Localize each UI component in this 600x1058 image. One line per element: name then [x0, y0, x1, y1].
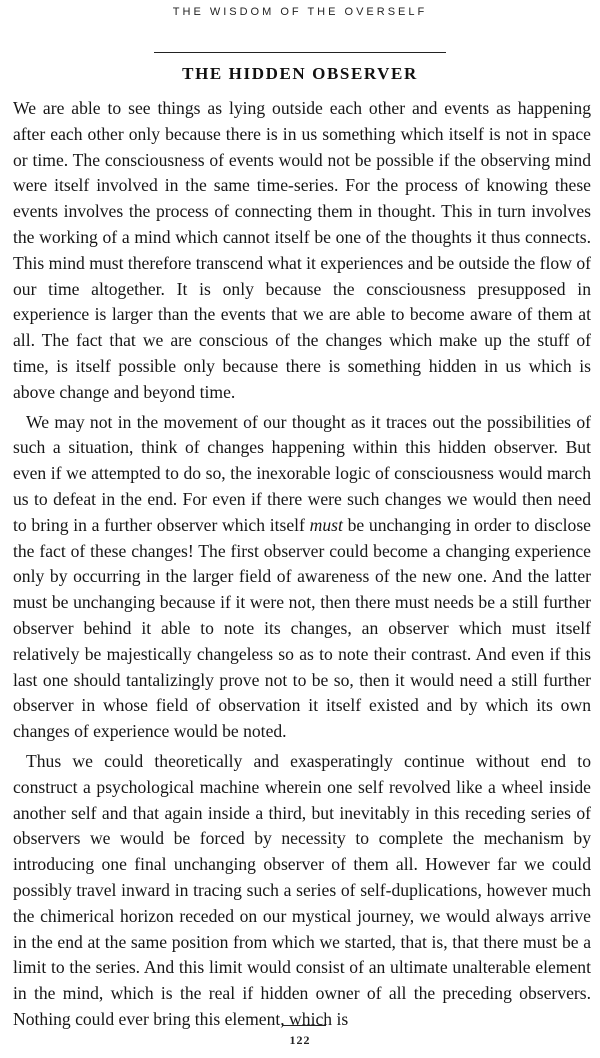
running-header: THE WISDOM OF THE OVERSELF — [172, 6, 428, 18]
body-text — [13, 96, 591, 1037]
paragraph-2-text-after: be unchanging in order to disclose the fact of these changes! The first observer could become a changing experience only by occurring in the larger field of awareness of the new one. And the latter must be unchanging because if it were not, then there must needs be a still further observer behind it able to note its changes, an observer which must itself relatively be majestically changeless so as to note their contrast. And even if this last one should tantalizingly prove not to be so, then it would need a still further observer in whose field of observation it itself existed and by which its own changes of experience would be noted. — [13, 514, 591, 742]
section-title: THE HIDDEN OBSERVER — [182, 64, 418, 83]
page-number: 122 — [289, 1033, 311, 1047]
page-number-rule — [282, 1025, 326, 1026]
paragraph-3: Thus we could theoretically and exasperatingly continue without end to construct a psychological machine wherein one self revolved like a wheel inside another self and that again inside a third, but inevitably in this receding series of observers we would be forced by necessity to complete the mechanism by introducing one final unchanging observer of them all. However far we could possibly travel inward in tracing such a series of self-duplications, however much the chimerical horizon receded on our mystical journey, we would always arrive in the end at the same position from which we started, that is, that there must be a limit to the series. And this limit would consist of an ultimate unalterable element in the mind, which is the real if hidden owner of all the preceding observers. Nothing could ever bring this element, which is — [13, 750, 591, 1029]
paragraph-2 — [13, 410, 591, 745]
emphasis-must: must — [309, 514, 343, 535]
paragraph-2-text-before: We may not in the movement of our thought as it traces out the possibilities of such a situation, think of changes happening within this hidden observer. But even if we attempted to do so, the inexorable logic of consciousness would march us to defeat in the end. For even if there were such changes we would then need to bring in a further observer which itself — [13, 411, 591, 535]
paragraph-1: We are able to see things as lying outside each other and events as happening after each other only because there is in us something which itself is not in space or time. The consciousness of events would not be possible if the observing mind were itself involved in the same time-series. For the process of knowing these events involves the process of connecting them in thought. This in turn involves the working of a mind which cannot itself be one of the thoughts it thus connects. This mind must therefore transcend what it experiences and be outside the flow of our time altogether. It is only because the consciousness presupposed in experience is larger than the events that we are able to become aware of them at all. The fact that we are conscious of the changes which make up the stuff of time, is itself possible only because there is something hidden in us which is above change and beyond time. — [13, 98, 591, 402]
title-rule — [154, 52, 446, 53]
